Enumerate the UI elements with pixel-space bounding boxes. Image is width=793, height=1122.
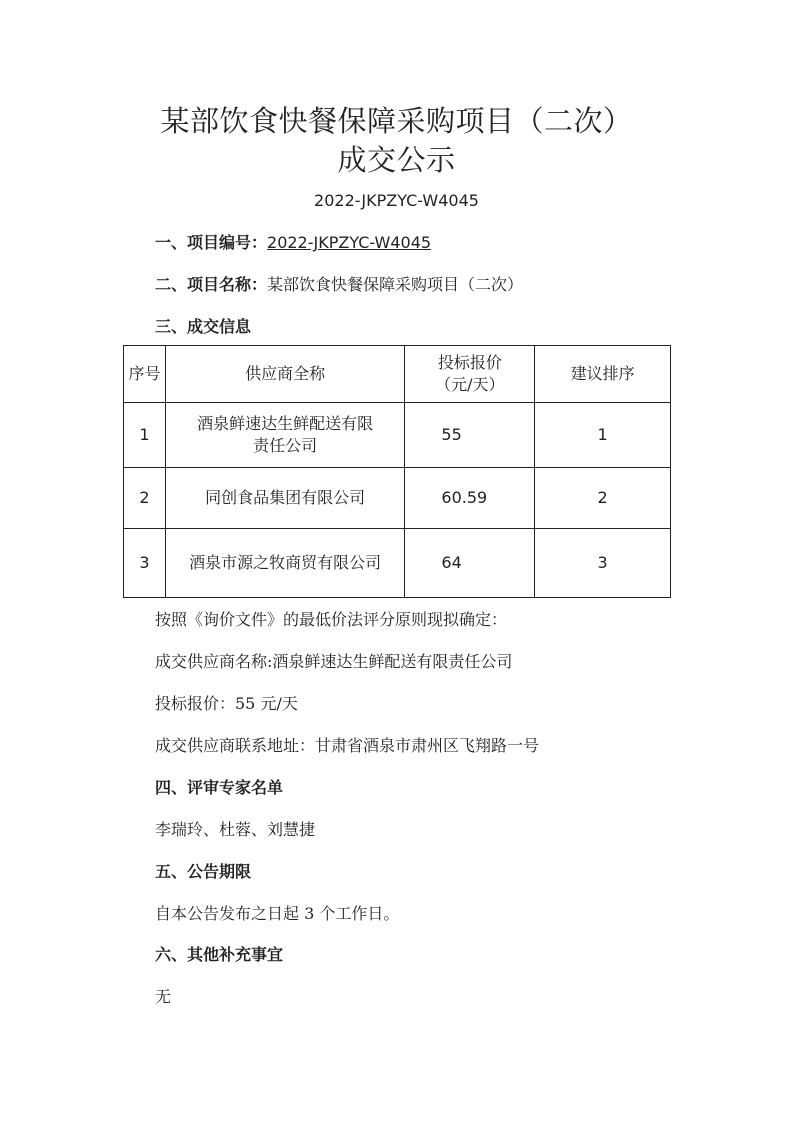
section-project-name: [155, 273, 523, 297]
row-price: 64: [405, 529, 535, 598]
section-heading-deal-info: 三、成交信息: [155, 317, 252, 336]
section-heading-experts: 四、评审专家名单: [155, 778, 284, 797]
result-price: 投标报价：55 元/天: [155, 694, 298, 713]
project-name-value: 某部饮食快餐保障采购项目（二次）: [267, 275, 524, 294]
experts-list: 李瑞玲、杜蓉、刘慧捷: [155, 820, 316, 839]
table-header-row: [124, 346, 671, 403]
project-code: 2022-JKPZYC-W4045: [314, 191, 479, 210]
document-subtitle: 成交公示: [337, 143, 456, 177]
table-row: [124, 403, 671, 468]
row-index: 2: [124, 468, 166, 529]
section-heading: 二、项目名称：: [155, 275, 268, 294]
section-heading-period: 五、公告期限: [155, 862, 252, 881]
row-index: 1: [124, 403, 166, 468]
result-address: 成交供应商联系地址：甘肃省酒泉市肃州区飞翔路一号: [155, 736, 540, 755]
header-supplier: 供应商全称: [165, 346, 404, 403]
header-index: 序号: [124, 346, 166, 403]
header-rank: 建议排序: [535, 346, 671, 403]
result-basis: 按照《询价文件》的最低价法评分原则现拟确定：: [155, 610, 508, 629]
results-table: [123, 345, 671, 598]
section-heading: 一、项目编号：: [155, 233, 268, 252]
result-supplier: 成交供应商名称:酒泉鲜速达生鲜配送有限责任公司: [155, 652, 513, 671]
period-text: 自本公告发布之日起 3 个工作日。: [155, 904, 400, 923]
row-supplier: 同创食品集团有限公司: [165, 468, 404, 529]
row-supplier: 酒泉市源之牧商贸有限公司: [165, 529, 404, 598]
project-number-value: 2022-JKPZYC-W4045: [267, 233, 432, 252]
header-price-line2: （元/天）: [435, 375, 505, 394]
row-supplier-line1: 酒泉鲜速达生鲜配送有限: [197, 414, 374, 433]
row-rank: 3: [535, 529, 671, 598]
row-rank: 2: [535, 468, 671, 529]
section-project-number: [155, 231, 431, 255]
table-row: [124, 529, 671, 598]
table-row: [124, 468, 671, 529]
row-price: 60.59: [405, 468, 535, 529]
row-index: 3: [124, 529, 166, 598]
document-title: 某部饮食快餐保障采购项目（二次）: [160, 104, 633, 138]
section-heading-other: 六、其他补充事宜: [155, 945, 284, 964]
row-supplier: [165, 403, 404, 468]
header-price: [405, 346, 535, 403]
header-price-line1: 投标报价: [437, 353, 502, 372]
row-price: 55: [405, 403, 535, 468]
other-text: 无: [155, 987, 172, 1006]
row-supplier-line2: 责任公司: [253, 436, 318, 455]
row-rank: 1: [535, 403, 671, 468]
